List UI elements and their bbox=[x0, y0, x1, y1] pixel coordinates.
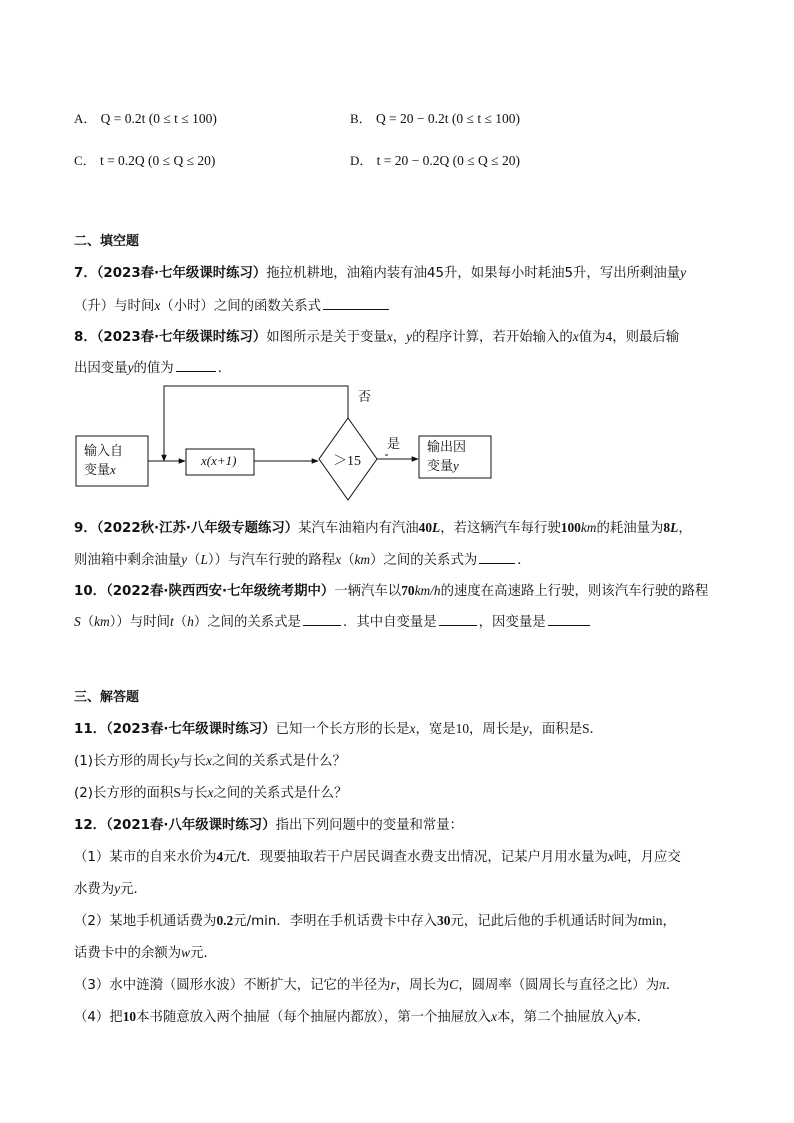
q10-text1b: 的速度在高速路上行驶，则该汽车行驶的路程 bbox=[440, 584, 709, 599]
q9-text1d: ， bbox=[678, 521, 692, 536]
flow-input-line1: 输入自 bbox=[84, 444, 124, 459]
q11-part1 bbox=[74, 750, 346, 769]
q11-var-y: y bbox=[522, 721, 529, 736]
q8-text1c: 值为 bbox=[578, 330, 606, 345]
option-c-expr: t = 0.2Q (0 ≤ Q ≤ 20) bbox=[99, 153, 216, 168]
q11-p2-var-x: x bbox=[207, 785, 214, 800]
q10-line2: S（km））与时间t（h）之间的关系式是 ．其中自变量是 ，因变量是 bbox=[74, 611, 592, 630]
q12-s2d: ， bbox=[662, 914, 676, 929]
q10-answer-blank1[interactable] bbox=[303, 624, 341, 626]
q11-text1e: ． bbox=[589, 722, 603, 737]
q10-text2b: ）与时间 bbox=[116, 615, 170, 630]
q12-line1 bbox=[74, 814, 463, 833]
q9-unit-L: L bbox=[432, 520, 441, 535]
q11-p2c: 之间的关系式是什么？ bbox=[213, 786, 348, 801]
q9-text2b: （ bbox=[187, 553, 201, 568]
q12-source: 12．（2021春·八年级课时练习） bbox=[74, 818, 276, 833]
q8-text2b: 的值为 bbox=[133, 361, 174, 376]
flow-output-line2: 变量 bbox=[427, 459, 454, 474]
q8-text1a: 如图所示是关于变量 bbox=[266, 330, 387, 345]
q9-text1a: 某汽车油箱内有汽油 bbox=[298, 521, 419, 536]
q11-p1b: 与长 bbox=[179, 754, 207, 769]
q9-unit-L3: L bbox=[200, 552, 208, 567]
q10-unit-kmh: km/h bbox=[414, 583, 441, 598]
flow-input-line2: 变量 bbox=[84, 463, 111, 478]
q11-part2 bbox=[74, 782, 347, 801]
q9-v100: 100 bbox=[560, 520, 581, 535]
option-d-label: D． bbox=[350, 153, 373, 168]
q12-s4d: 本． bbox=[623, 1010, 651, 1025]
q8-var-x2: x bbox=[572, 329, 579, 344]
q10-answer-blank3[interactable] bbox=[548, 624, 590, 626]
q12-s4a: （4）把 bbox=[74, 1010, 123, 1025]
q9-v8: 8 bbox=[663, 520, 671, 535]
q12-s3b: ，周长为 bbox=[395, 978, 450, 993]
flow-decision-text: ＞15 bbox=[333, 454, 361, 469]
q12-s1-num: 4 bbox=[216, 849, 224, 864]
q10-text2e: ，因变量是 bbox=[478, 615, 546, 630]
q12-s3-var-r: r bbox=[390, 977, 396, 992]
q9-line2: 则油箱中剩余油量y（L））与汽车行驶的路程x（km）之间的关系式为 ． bbox=[74, 552, 531, 568]
q12-s3-var-C: C bbox=[449, 977, 459, 992]
q7-var-x: x bbox=[154, 298, 161, 313]
flow-output-line2-wrap bbox=[427, 457, 466, 476]
q9-v40: 40 bbox=[418, 520, 433, 535]
q10-v70: 70 bbox=[401, 583, 415, 598]
q11-p2a: (2)长方形的面积 bbox=[74, 786, 174, 801]
q9-text1c: 的耗油量为 bbox=[596, 521, 664, 536]
flow-yes-label: 是 bbox=[387, 437, 401, 452]
q11-p1-var-y: y bbox=[173, 753, 180, 768]
q12-s2-num: 0.2 bbox=[216, 913, 234, 928]
option-a-label: A． bbox=[74, 111, 97, 126]
q9-text2a: 则油箱中剩余油量 bbox=[74, 553, 182, 568]
q8-text2a: 出因变量 bbox=[74, 361, 128, 376]
q7-source: 7．（2023春·七年级课时练习） bbox=[74, 266, 267, 281]
q8-sep: ， bbox=[392, 330, 407, 345]
q10-unit-h: h bbox=[187, 614, 194, 629]
q12-s2a: （2）某地手机通话费为 bbox=[74, 914, 217, 929]
q10-answer-blank2[interactable] bbox=[439, 624, 477, 626]
q11-p1a: (1)长方形的周长 bbox=[74, 754, 174, 769]
q11-line1 bbox=[74, 718, 603, 737]
q9-var-x: x bbox=[335, 552, 342, 567]
q11-text1b: ，宽是 bbox=[415, 722, 456, 737]
q12-s2-unit: min bbox=[641, 913, 663, 928]
q10-unit-km: km bbox=[94, 614, 110, 629]
q11-text1c: ，周长是 bbox=[469, 722, 523, 737]
q11-text1d: ，面积是 bbox=[528, 722, 583, 737]
q9-text1b: ，若这辆汽车每行驶 bbox=[440, 521, 561, 536]
q8-var-x: x bbox=[386, 329, 393, 344]
option-b-expr: Q = 20 − 0.2t (0 ≤ t ≤ 100) bbox=[375, 111, 520, 126]
q7-text2b: （小时）之间的函数关系式 bbox=[160, 299, 321, 314]
q12-s4-var-y: y bbox=[617, 1009, 624, 1024]
q10-text2c: 之间的关系式是 bbox=[207, 615, 301, 630]
q9-source: 9．（2022秋·江苏·八年级专题练习） bbox=[74, 521, 299, 536]
q8-text2c: ． bbox=[217, 361, 232, 376]
q7-var-y: y bbox=[680, 265, 687, 280]
q7-text1: 拖拉机耕地，油箱内装有油45升，如果每小时耗油5升，写出所剩油量 bbox=[266, 266, 681, 281]
q8-num4: 4 bbox=[605, 329, 613, 344]
q11-num10: 10 bbox=[455, 721, 470, 736]
q12-s1e: 元． bbox=[120, 882, 147, 897]
q8-var-y2: y bbox=[127, 360, 134, 375]
option-d-expr: t = 20 − 0.2Q (0 ≤ Q ≤ 20) bbox=[376, 153, 520, 168]
section-fill-in-title: 二、填空题 bbox=[74, 234, 140, 249]
q9-line1 bbox=[74, 517, 692, 536]
q7-text2a: （升）与时间 bbox=[74, 299, 155, 314]
q10-var-t: t bbox=[169, 614, 174, 629]
q12-s2b: 元/min．李明在手机话费卡中存入 bbox=[233, 914, 438, 929]
q9-text2d: 之间的关系式为 bbox=[383, 553, 478, 568]
flow-arrow-no-loop bbox=[164, 386, 348, 461]
q9-unit-L2: L bbox=[670, 520, 679, 535]
q12-s1c: 吨，月应交 bbox=[613, 850, 681, 865]
q12-s1b: 元/t．现要抽取若干户居民调查水费支出情况，记某户月用水量为 bbox=[223, 850, 608, 865]
q12-s4-line bbox=[74, 1006, 650, 1025]
q12-s2c: 元，记此后他的手机通话时间为 bbox=[450, 914, 638, 929]
q10-text1a: 一辆汽车以 bbox=[334, 584, 402, 599]
q12-s3-var-pi: π bbox=[659, 977, 666, 992]
q8-text1d: ，则最后输 bbox=[612, 330, 680, 345]
flow-output-text bbox=[427, 439, 466, 476]
q11-p2-var-S: S bbox=[173, 785, 181, 800]
q12-s4-var-x: x bbox=[490, 1009, 497, 1024]
q10-text2d: ．其中自变量是 bbox=[342, 615, 437, 630]
q9-answer-blank[interactable] bbox=[479, 562, 515, 564]
q9-unit-km2: km bbox=[354, 552, 371, 567]
q12-s1-line2 bbox=[74, 878, 147, 897]
q10-text2a: （ bbox=[80, 615, 95, 630]
q9-text2e: ． bbox=[517, 553, 531, 568]
q12-s1-var-y: y bbox=[114, 881, 121, 896]
q12-s3c: ，圆周率（圆周长与直径之比）为 bbox=[458, 978, 660, 993]
q12-s1a: （1）某市的自来水价为 bbox=[74, 850, 217, 865]
q12-s3-line bbox=[74, 974, 679, 993]
q11-p1-var-x: x bbox=[206, 753, 212, 768]
q11-var-x: x bbox=[409, 721, 416, 736]
option-c-label: C． bbox=[74, 153, 96, 168]
option-b-label: B． bbox=[350, 111, 372, 126]
q12-s1-line1 bbox=[74, 846, 681, 865]
q8-source: 8．（2023春·七年级课时练习） bbox=[74, 330, 267, 345]
q11-text1a: 已知一个长方形的长是 bbox=[275, 722, 410, 737]
q8-var-y: y bbox=[406, 329, 413, 344]
q12-text1a: 指出下列问题中的变量和常量： bbox=[275, 818, 464, 833]
flow-input-var: x bbox=[110, 462, 116, 477]
q11-var-S: S bbox=[582, 721, 590, 736]
q9-text2c: ）与汽车行驶的路程 bbox=[214, 553, 336, 568]
q12-s1d: 水费为 bbox=[74, 882, 115, 897]
q12-s4c: 本，第二个抽屉放入 bbox=[496, 1010, 618, 1025]
flow-output-var: y bbox=[453, 458, 459, 473]
q11-source: 11．（2023春·七年级课时练习） bbox=[74, 722, 276, 737]
q12-s3a: （3）水中涟漪（圆形水波）不断扩大，记它的半径为 bbox=[74, 978, 391, 993]
q9-var-y: y bbox=[181, 552, 188, 567]
q12-s2-var-t: t bbox=[637, 913, 642, 928]
q10-var-S: S bbox=[74, 614, 81, 629]
flow-input-line2-wrap bbox=[84, 461, 123, 480]
q12-s2f: 元． bbox=[190, 946, 217, 961]
flow-input-text bbox=[84, 443, 123, 480]
q12-s2-line2 bbox=[74, 942, 217, 961]
flow-process-text: x(x+1) bbox=[201, 453, 237, 468]
q9-unit-km: km bbox=[580, 520, 597, 535]
q10-line1 bbox=[74, 580, 708, 599]
section-answer-title: 三、解答题 bbox=[74, 690, 140, 705]
q12-s3d: ． bbox=[665, 978, 680, 993]
q10-source: 10．（2022春·陕西西安·七年级统考期中） bbox=[74, 584, 335, 599]
q12-s2-line1 bbox=[74, 910, 676, 929]
q8-text1b: 的程序计算，若开始输入的 bbox=[412, 330, 573, 345]
option-a-expr: Q = 0.2t (0 ≤ t ≤ 100) bbox=[100, 111, 217, 126]
q12-s1-var-x: x bbox=[607, 849, 614, 864]
q12-s2-num2: 30 bbox=[437, 913, 451, 928]
flow-no-label: 否 bbox=[358, 390, 372, 405]
q12-s2-var-w: w bbox=[181, 945, 191, 960]
q11-p2b: 与长 bbox=[180, 786, 208, 801]
q12-s4b: 本书随意放入两个抽屉（每个抽屉内都放），第一个抽屉放入 bbox=[136, 1010, 491, 1025]
flow-output-line1: 输出因 bbox=[427, 440, 467, 455]
q11-p1c: 之间的关系式是什么？ bbox=[212, 754, 346, 769]
q12-s2e: 话费卡中的余额为 bbox=[74, 946, 182, 961]
q12-s4-num: 10 bbox=[122, 1009, 137, 1024]
